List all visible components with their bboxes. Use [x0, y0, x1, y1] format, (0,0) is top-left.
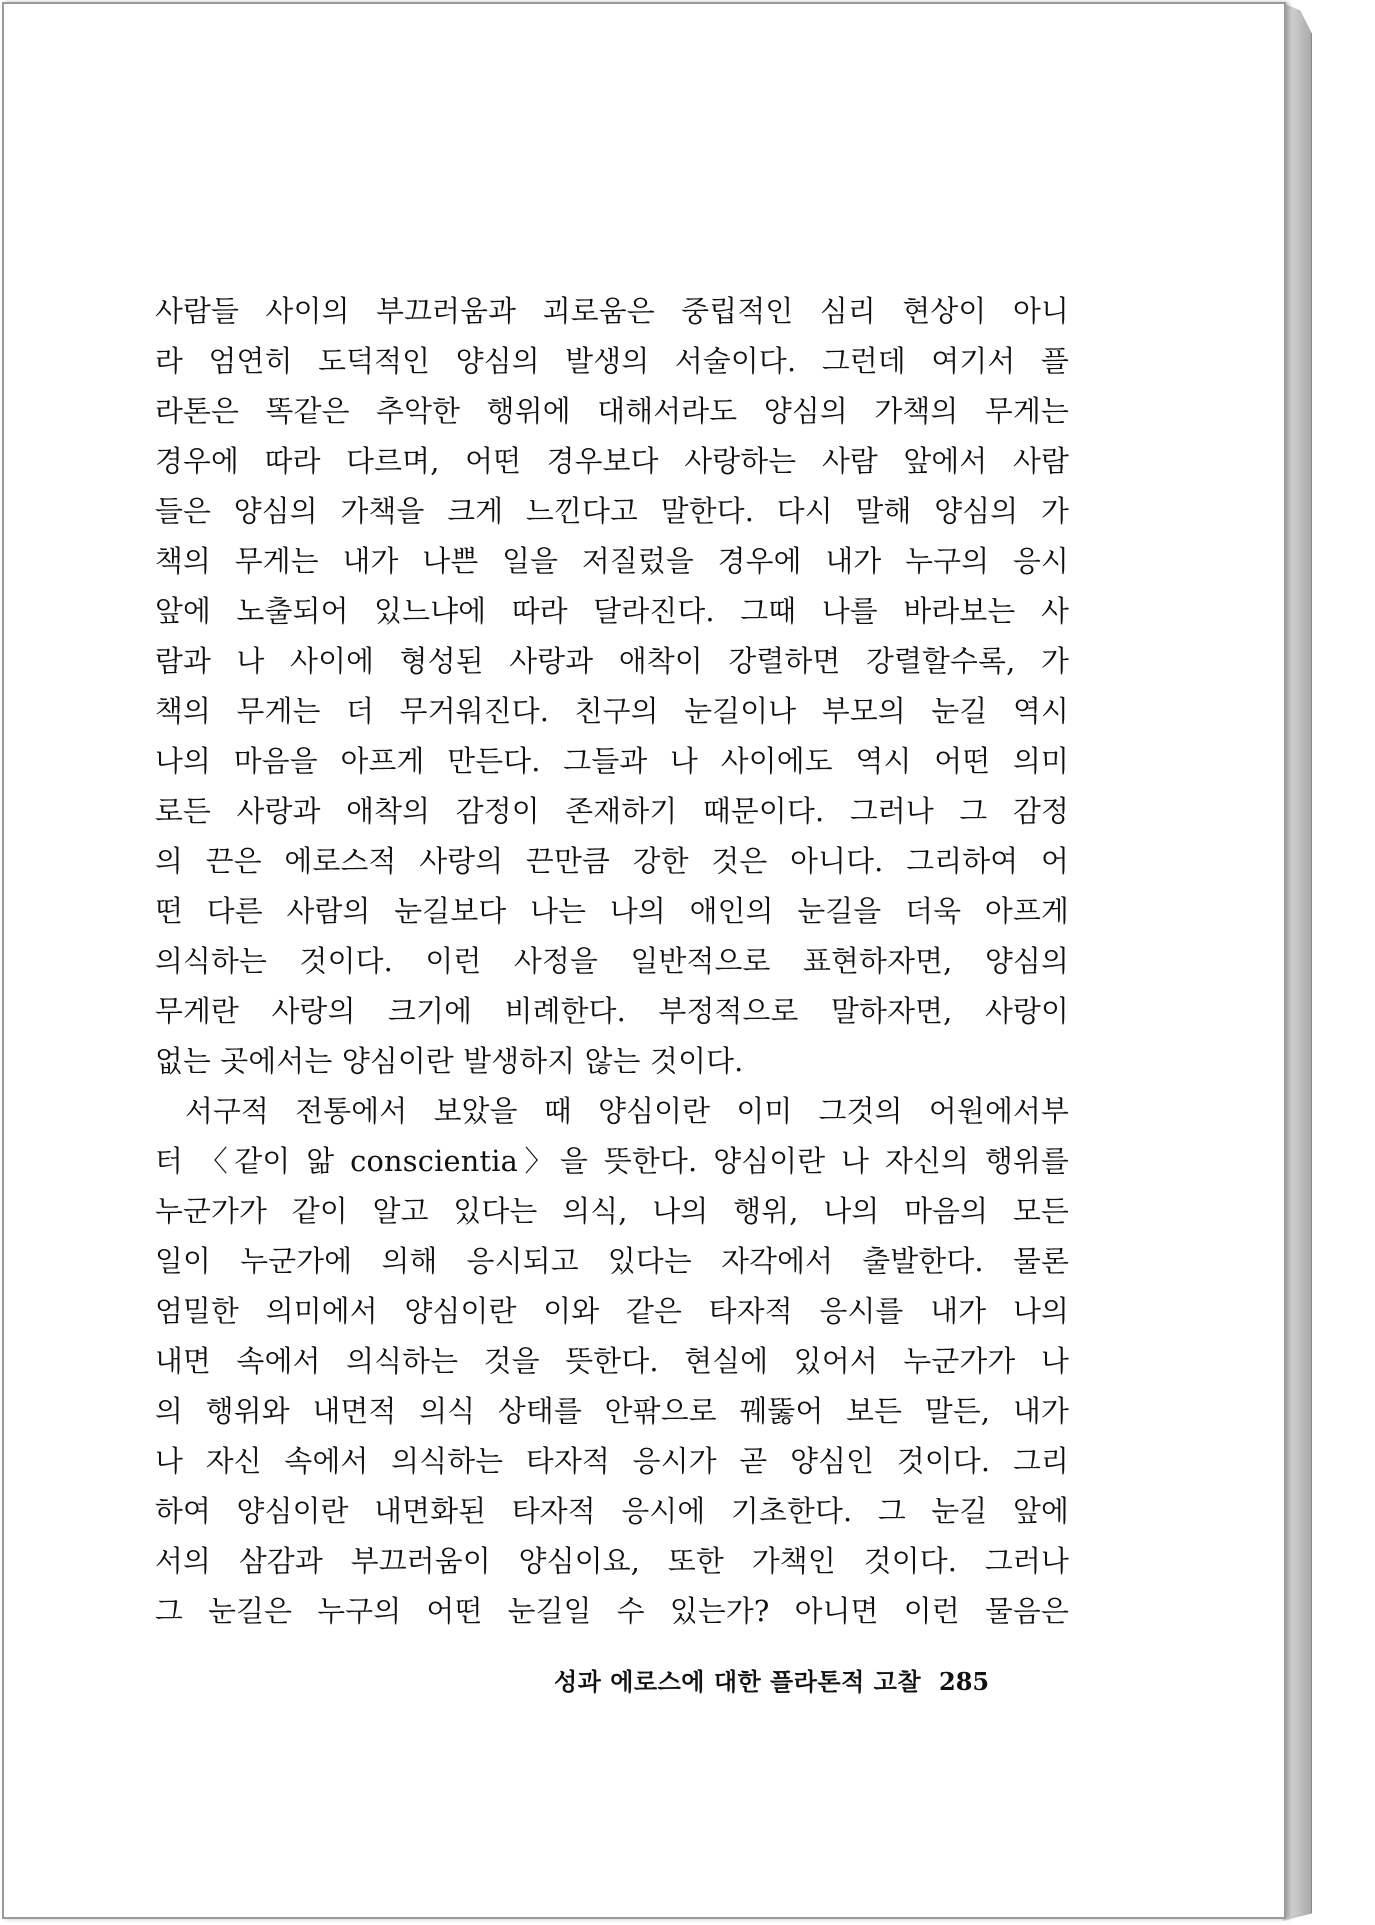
text-line: 람과 나 사이에 형성된 사랑과 애착이 강렬하면 강렬할수록, 가: [155, 644, 1069, 678]
text-line: 의 행위와 내면적 의식 상태를 안팎으로 꿰뚫어 보든 말든, 내가: [155, 1394, 1069, 1428]
page-stack-edge: [1283, 3, 1312, 1921]
text-line: 들은 양심의 가책을 크게 느낀다고 말한다. 다시 말해 양심의 가: [155, 494, 1069, 528]
text-line: 누군가가 같이 알고 있다는 의식, 나의 행위, 나의 마음의 모든: [155, 1194, 1069, 1228]
text-line: 경우에 따라 다르며, 어떤 경우보다 사랑하는 사람 앞에서 사람: [155, 444, 1069, 478]
text-line: 하여 양심이란 내면화된 타자적 응시에 기초한다. 그 눈길 앞에: [155, 1494, 1069, 1528]
text-line: 책의 무게는 내가 나쁜 일을 저질렀을 경우에 내가 누구의 응시: [155, 544, 1069, 578]
text-line: 사람들 사이의 부끄러움과 괴로움은 중립적인 심리 현상이 아니: [155, 294, 1069, 328]
running-footer: [554, 1662, 1054, 1702]
running-title: 성과 에로스에 대한 플라톤적 고찰: [554, 1668, 921, 1696]
text-line: 터 〈같이 앎 conscientia〉을 뜻한다. 양심이란 나 자신의 행위를: [155, 1144, 1069, 1178]
text-line: 서의 삼감과 부끄러움이 양심이요, 또한 가책인 것이다. 그러나: [155, 1544, 1069, 1578]
text-line: 내면 속에서 의식하는 것을 뜻한다. 현실에 있어서 누군가가 나: [155, 1344, 1069, 1378]
text-line: 그 눈길은 누구의 어떤 눈길일 수 있는가? 아니면 이런 물음은: [155, 1594, 1069, 1628]
body-text: [155, 286, 1069, 1636]
text-line: 나 자신 속에서 의식하는 타자적 응시가 곧 양심인 것이다. 그리: [155, 1444, 1069, 1478]
text-line: 앞에 노출되어 있느냐에 따라 달라진다. 그때 나를 바라보는 사: [155, 594, 1069, 628]
text-line: 책의 무게는 더 무거워진다. 친구의 눈길이나 부모의 눈길 역시: [155, 694, 1069, 728]
text-line: 의 끈은 에로스적 사랑의 끈만큼 강한 것은 아니다. 그리하여 어: [155, 844, 1069, 878]
text-line: 나의 마음을 아프게 만든다. 그들과 나 사이에도 역시 어떤 의미: [155, 744, 1069, 778]
page-number: 285: [939, 1667, 990, 1696]
text-line: 로든 사랑과 애착의 감정이 존재하기 때문이다. 그러나 그 감정: [155, 794, 1069, 828]
text-line: 일이 누군가에 의해 응시되고 있다는 자각에서 출발한다. 물론: [155, 1244, 1069, 1278]
text-line: 무게란 사랑의 크기에 비례한다. 부정적으로 말하자면, 사랑이: [155, 994, 1069, 1028]
paragraph-first-line: 서구적 전통에서 보았을 때 양심이란 이미 그것의 어원에서부: [185, 1094, 1069, 1128]
text-line: 라톤은 똑같은 추악한 행위에 대해서라도 양심의 가책의 무게는: [155, 394, 1069, 428]
text-line: 엄밀한 의미에서 양심이란 이와 같은 타자적 응시를 내가 나의: [155, 1294, 1069, 1328]
paragraph-last-line: 없는 곳에서는 양심이란 발생하지 않는 것이다.: [155, 1044, 744, 1078]
text-line: 떤 다른 사람의 눈길보다 나는 나의 애인의 눈길을 더욱 아프게: [155, 894, 1069, 928]
text-line: 의식하는 것이다. 이런 사정을 일반적으로 표현하자면, 양심의: [155, 944, 1069, 978]
book-page: [2, 2, 1286, 1919]
text-line: 라 엄연히 도덕적인 양심의 발생의 서술이다. 그런데 여기서 플: [155, 344, 1069, 378]
